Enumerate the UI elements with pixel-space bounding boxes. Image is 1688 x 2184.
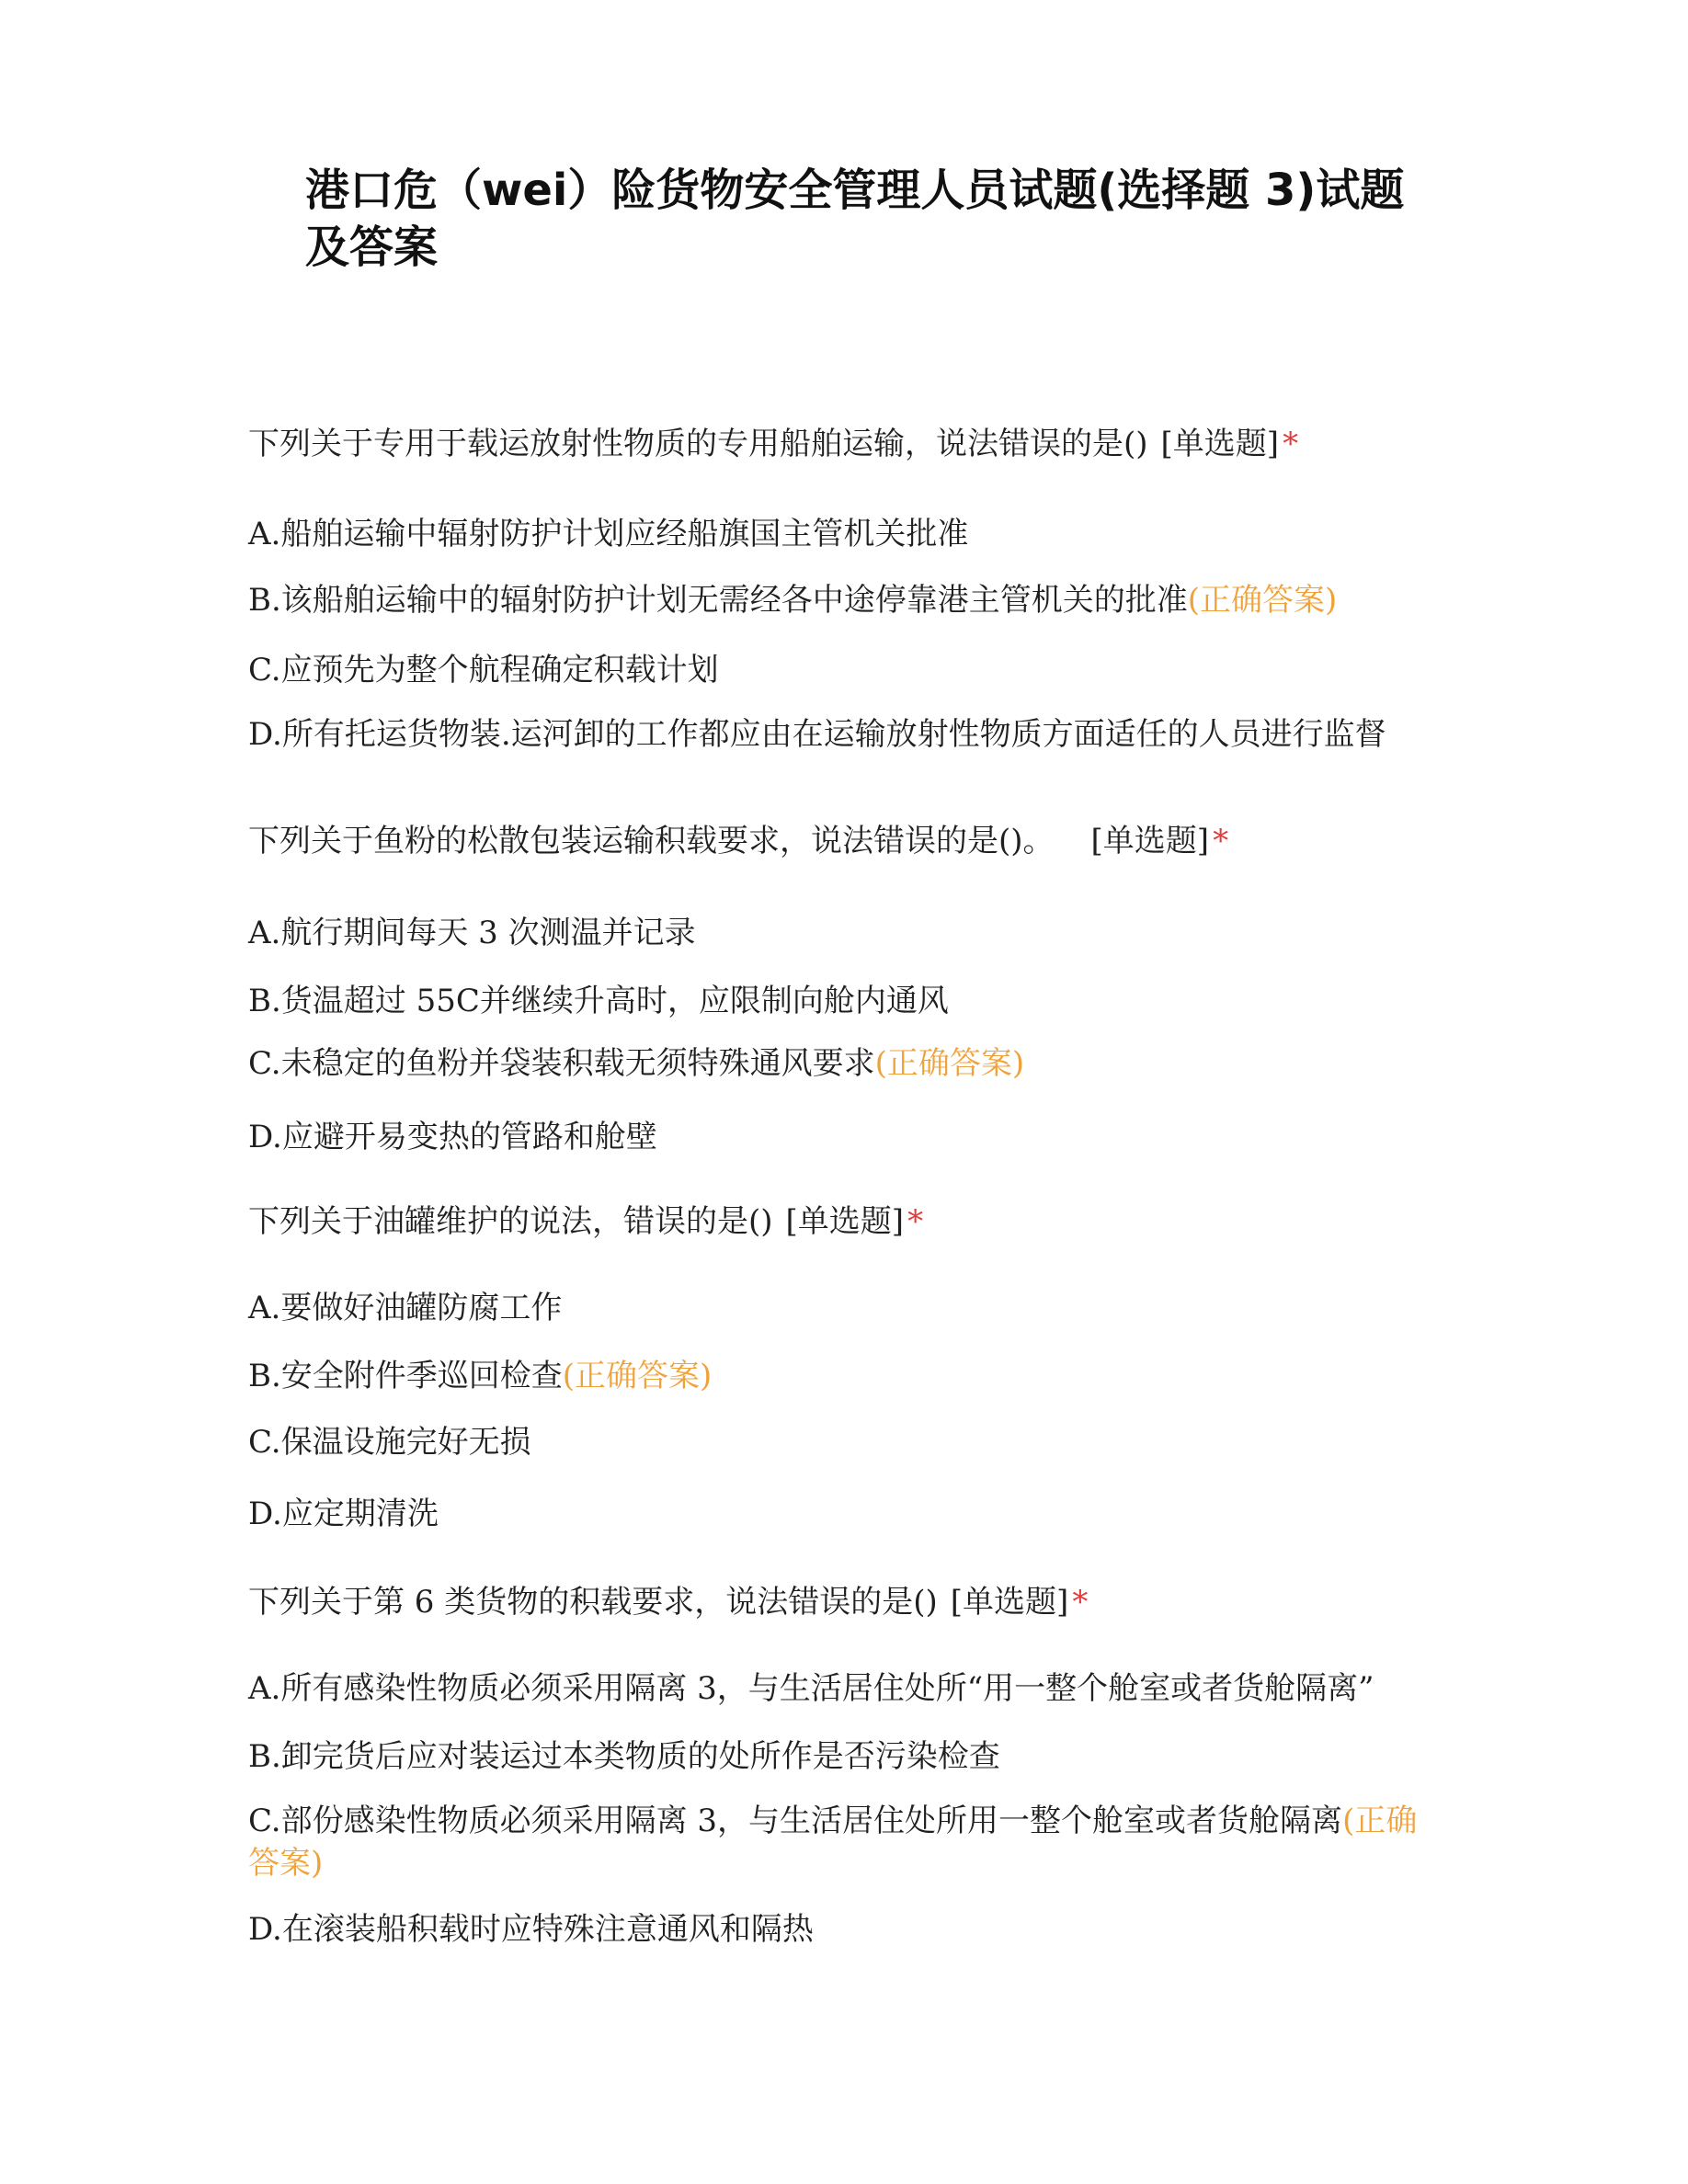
required-mark: * (1283, 426, 1299, 462)
option-text: D.在滚装船积载时应特殊注意通风和隔热 (248, 1911, 814, 1948)
question-3-option-d (248, 1493, 1443, 1535)
question-stem: 下列关于鱼粉的松散包装运输积载要求，说法错误的是()。 (248, 823, 1055, 859)
question-2-option-a (248, 912, 1443, 954)
question-3-option-c (248, 1421, 1443, 1463)
question-2-stem-line (248, 820, 1443, 862)
question-1-option-b (248, 579, 1443, 621)
question-type-tag: [单选题] (785, 1203, 905, 1240)
question-stem: 下列关于第 6 类货物的积载要求，说法错误的是() (248, 1584, 938, 1621)
document-title: 港口危（wei）险货物安全管理人员试题(选择题 3)试题及答案 (305, 165, 1405, 273)
option-text: B.卸完货后应对装运过本类物质的处所作是否污染检查 (248, 1738, 1000, 1775)
question-4-option-a (248, 1667, 1443, 1710)
required-mark: * (907, 1203, 924, 1240)
question-type-tag: [单选题] (950, 1584, 1069, 1621)
option-text: C.保温设施完好无损 (248, 1424, 531, 1461)
option-text: C.未稳定的鱼粉并袋装积载无须特殊通风要求 (248, 1045, 875, 1082)
option-text: B.货温超过 55C并继续升高时，应限制向舱内通风 (248, 983, 949, 1019)
option-text: A.船舶运输中辐射防护计划应经船旗国主管机关批准 (248, 516, 969, 552)
question-1-option-d (248, 713, 1434, 756)
question-1-option-c (248, 649, 1443, 691)
question-4-option-d (248, 1908, 1443, 1951)
correct-answer-tag: (正确答案) (874, 1045, 1025, 1082)
question-2-option-d (248, 1116, 1443, 1158)
correct-answer-tag: (正确答案) (1187, 582, 1338, 619)
question-1-option-a (248, 513, 1443, 555)
question-4-option-b (248, 1735, 1443, 1778)
question-type-tag: [单选题] (1160, 426, 1280, 462)
question-2-option-b (248, 980, 1443, 1022)
question-4-option-c (248, 1800, 1434, 1884)
question-3-option-b (248, 1355, 1443, 1397)
question-4-stem-line (248, 1581, 1443, 1623)
question-2-option-c (248, 1042, 1443, 1085)
required-mark: * (1213, 823, 1229, 859)
option-text: A.航行期间每天 3 次测温并记录 (248, 915, 696, 951)
option-text: B.该船舶运输中的辐射防护计划无需经各中途停靠港主管机关的批准 (248, 582, 1188, 619)
option-text: D.应避开易变热的管路和舱壁 (248, 1119, 657, 1155)
option-text: C.应预先为整个航程确定积载计划 (248, 652, 719, 688)
option-text: A.要做好油罐防腐工作 (248, 1290, 563, 1326)
question-3-option-a (248, 1287, 1443, 1329)
question-type-tag: [单选题] (1090, 823, 1210, 859)
question-stem: 下列关于油罐维护的说法，错误的是() (248, 1203, 773, 1240)
correct-answer-tag: (正确 答案) (248, 1803, 1418, 1882)
required-mark: * (1072, 1584, 1089, 1621)
question-stem: 下列关于专用于载运放射性物质的专用船舶运输，说法错误的是() (248, 426, 1148, 462)
question-1-stem-line (248, 423, 1443, 465)
option-text: A.所有感染性物质必须采用隔离 3，与生活居住处所“用一整个舱室或者货舱隔离” (248, 1670, 1374, 1707)
option-text: D.所有托运货物装.运河卸的工作都应由在运输放射性物质方面适任的人员进行监督 (248, 716, 1386, 753)
option-text: D.应定期清洗 (248, 1496, 439, 1532)
option-text: C.部份感染性物质必须采用隔离 3，与生活居住处所用一整个舱室或者货舱隔离 (248, 1803, 1343, 1839)
question-3-stem-line (248, 1200, 1443, 1243)
option-text: B.安全附件季巡回检查 (248, 1358, 563, 1394)
correct-answer-tag: (正确答案) (562, 1358, 713, 1394)
